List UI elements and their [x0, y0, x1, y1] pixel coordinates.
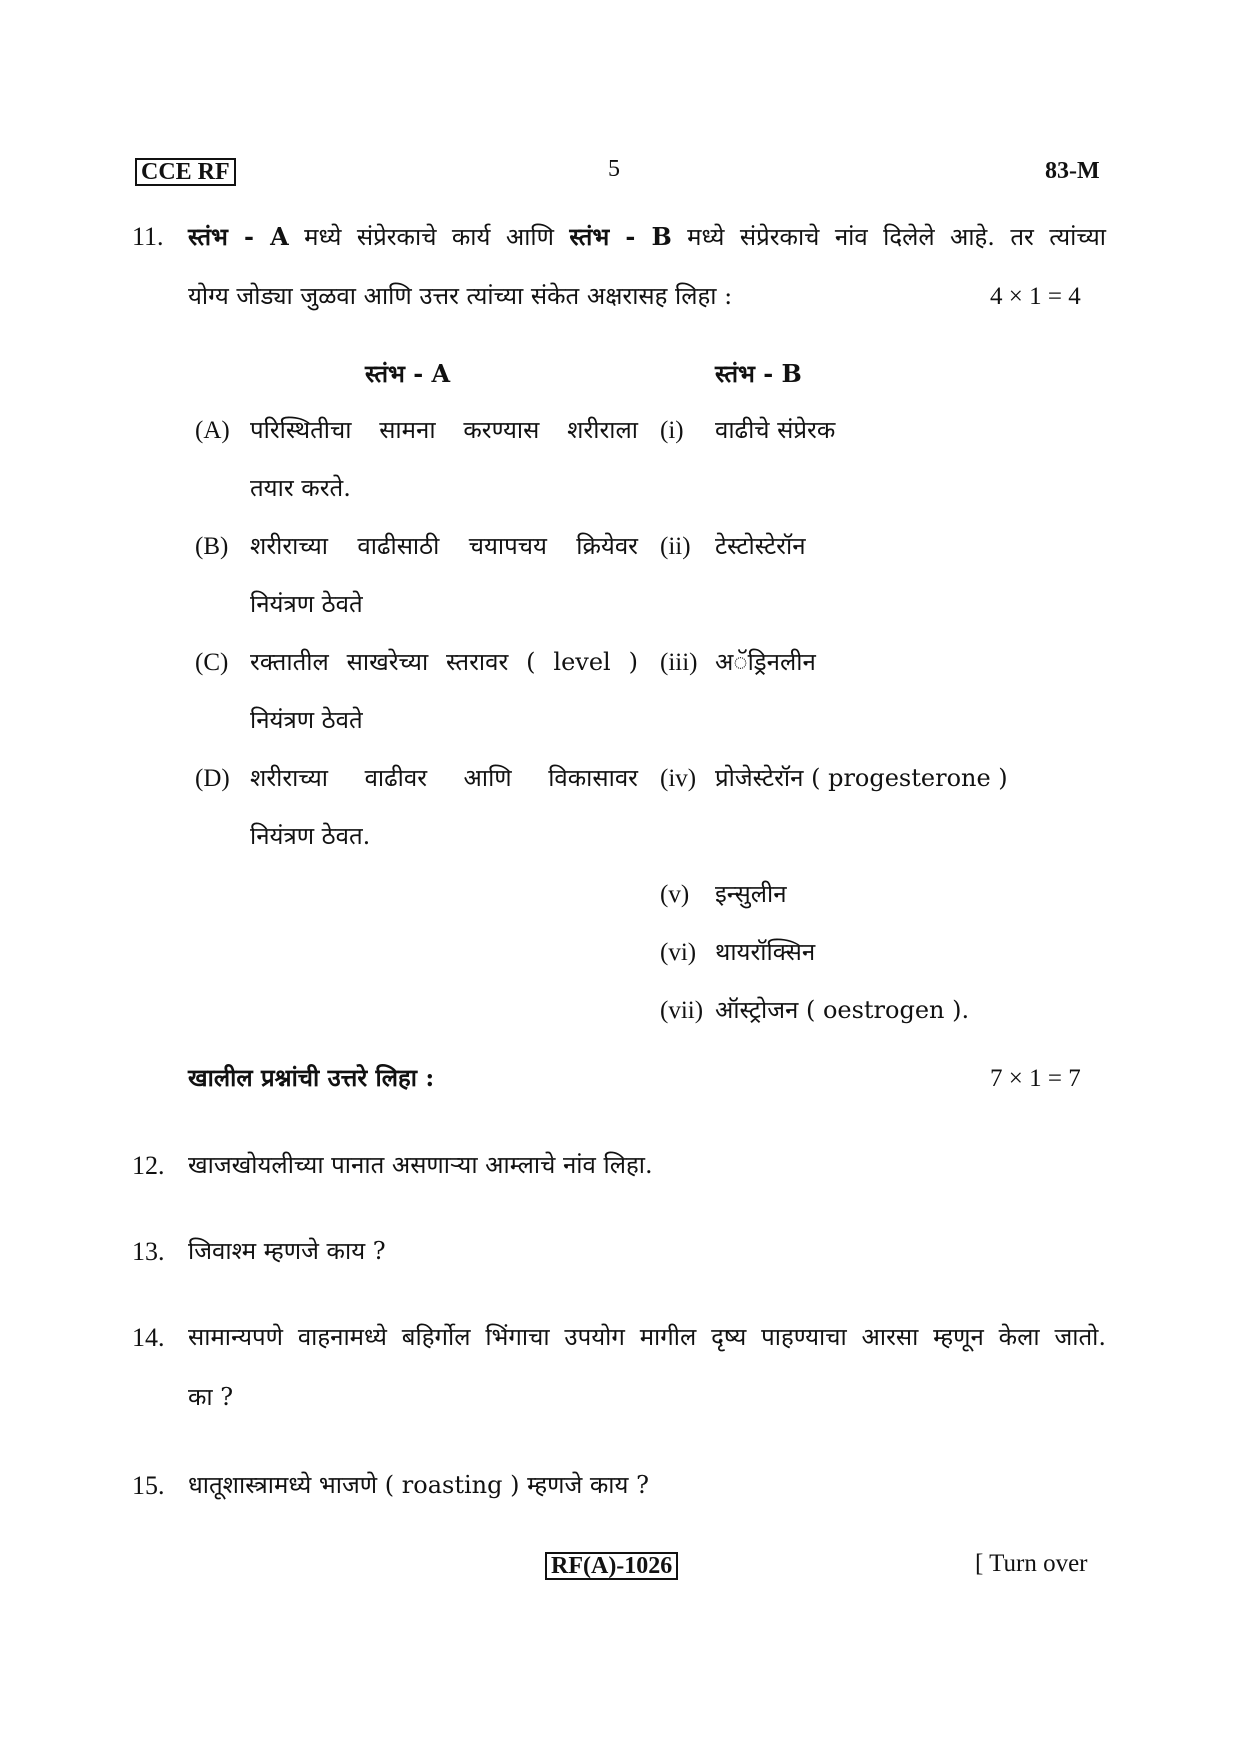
- column-a-item-line-1: शरीराच्या वाढीसाठी चयापचय क्रियेवर: [250, 532, 638, 560]
- column-b-item: अॅड्रिनलीन: [715, 648, 816, 676]
- column-b-item: प्रोजेस्टेरॉन ( progesterone ): [715, 764, 1008, 792]
- column-a-item-line-2: नियंत्रण ठेवत.: [250, 822, 371, 850]
- column-b-ref: स्तंभ - B: [569, 222, 672, 251]
- column-a-label: (B): [195, 533, 229, 560]
- question-text: खाजखोयलीच्या पानात असणाऱ्या आम्लाचे नांव लिहा.: [188, 1151, 653, 1179]
- column-b-label: (i): [660, 417, 684, 444]
- question-number: 12.: [132, 1151, 165, 1180]
- column-b-item: वाढीचे संप्रेरक: [715, 416, 836, 444]
- question-number: 14.: [132, 1323, 165, 1352]
- page-number: 5: [608, 156, 620, 182]
- question-text: धातूशास्त्रामध्ये भाजणे ( roasting ) म्हणजे काय ?: [188, 1471, 649, 1499]
- header-left-code: CCE RF: [135, 158, 236, 186]
- column-b-item: टेस्टोस्टेरॉन: [715, 532, 806, 560]
- question-11-text-a: मध्ये संप्रेरकाचे कार्य आणि: [288, 223, 570, 251]
- column-a-heading: स्तंभ - A: [365, 359, 451, 388]
- column-a-label: (A): [195, 417, 230, 444]
- column-a-label: (C): [195, 649, 229, 676]
- question-number: 13.: [132, 1237, 165, 1266]
- section-marks: 7 × 1 = 7: [990, 1065, 1081, 1092]
- header-right-code: 83-M: [1045, 158, 1100, 184]
- question-text: जिवाश्म म्हणजे काय ?: [188, 1237, 386, 1265]
- question-11-number: 11.: [132, 222, 164, 251]
- question-11-text-b: मध्ये संप्रेरकाचे नांव दिलेले आहे. तर त्यांच्या: [671, 223, 1106, 251]
- question-text: सामान्यपणे वाहनामध्ये बहिर्गोल भिंगाचा उपयोग मागील दृष्य पाहण्याचा आरसा म्हणून केला जातो.: [188, 1323, 1106, 1351]
- column-a-ref: स्तंभ - A: [188, 222, 289, 251]
- column-b-item: इन्सुलीन: [715, 880, 787, 908]
- question-11-marks: 4 × 1 = 4: [990, 283, 1081, 310]
- column-b-heading: स्तंभ - B: [715, 359, 802, 388]
- column-b-label: (vi): [660, 939, 697, 966]
- column-b-label: (v): [660, 881, 690, 908]
- question-number: 15.: [132, 1471, 165, 1500]
- column-a-item-line-2: नियंत्रण ठेवते: [250, 706, 363, 734]
- footer-code: RF(A)-1026: [545, 1552, 678, 1580]
- column-b-item: थायरॉक्सिन: [715, 938, 816, 966]
- column-a-item-line-2: नियंत्रण ठेवते: [250, 590, 363, 618]
- column-b-label: (vii): [660, 997, 704, 1024]
- section-instruction: खालील प्रश्नांची उत्तरे लिहा :: [188, 1063, 435, 1092]
- column-b-item: ऑस्ट्रोजन ( oestrogen ).: [715, 996, 970, 1024]
- column-a-item-line-1: शरीराच्या वाढीवर आणि विकासावर: [250, 764, 638, 792]
- column-b-label: (ii): [660, 533, 691, 560]
- column-b-label: (iv): [660, 765, 697, 792]
- column-b-label: (iii): [660, 649, 698, 676]
- column-a-item-line-1: परिस्थितीचा सामना करण्यास शरीराला: [250, 416, 638, 444]
- turn-over-note: [ Turn over: [975, 1550, 1088, 1577]
- question-11-line-2: योग्य जोड्या जुळवा आणि उत्तर त्यांच्या संकेत अक्षरासह लिहा :: [188, 282, 733, 310]
- column-a-item-line-2: तयार करते.: [250, 474, 351, 502]
- question-text-continued: का ?: [188, 1383, 234, 1411]
- column-a-label: (D): [195, 765, 230, 792]
- column-a-item-line-1: रक्तातील साखरेच्या स्तरावर ( level ): [250, 648, 638, 676]
- question-11-line-1: [188, 222, 1106, 252]
